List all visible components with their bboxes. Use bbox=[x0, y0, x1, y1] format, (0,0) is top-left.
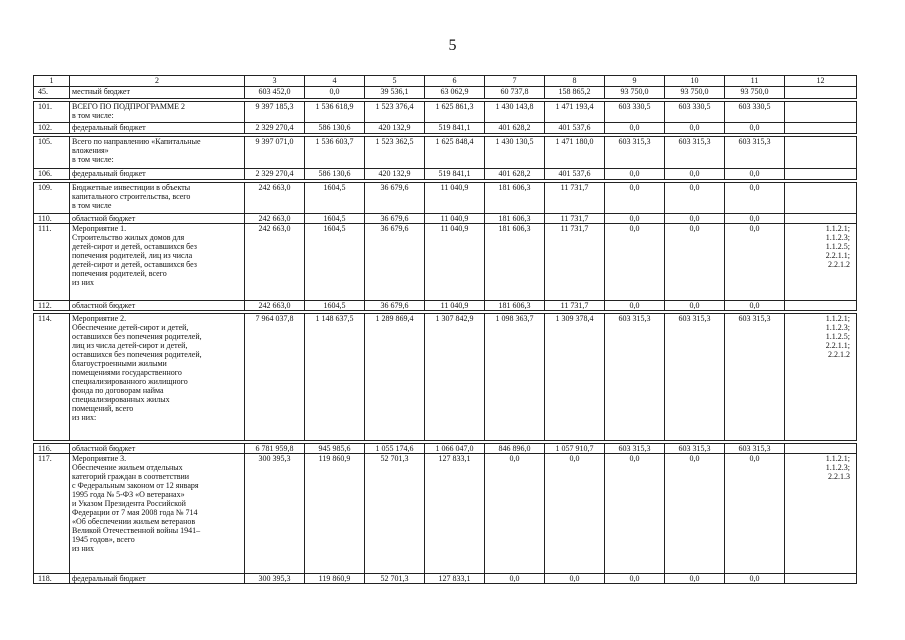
row-number: 117. bbox=[34, 454, 70, 574]
row-code: 1.1.2.1; 1.1.2.3; 1.1.2.5; 2.2.1.1; 2.2.1.2 bbox=[785, 224, 857, 301]
row-value: 1 536 603,7 bbox=[305, 137, 365, 169]
row-code bbox=[785, 87, 857, 99]
row-value: 603 315,3 bbox=[665, 314, 725, 441]
table-row bbox=[34, 123, 857, 134]
column-header: 8 bbox=[545, 76, 605, 87]
row-value: 1 055 174,6 bbox=[365, 444, 425, 454]
row-value: 1604,5 bbox=[305, 214, 365, 224]
row-value: 603 315,3 bbox=[725, 137, 785, 169]
row-name: федеральный бюджет bbox=[70, 123, 245, 134]
row-value: 603 315,3 bbox=[725, 444, 785, 454]
column-header: 11 bbox=[725, 76, 785, 87]
row-value: 401 628,2 bbox=[485, 123, 545, 134]
row-value: 11 040,9 bbox=[425, 224, 485, 301]
column-header: 1 bbox=[34, 76, 70, 87]
row-value: 0,0 bbox=[665, 454, 725, 574]
row-value: 0,0 bbox=[545, 454, 605, 574]
row-value: 0,0 bbox=[545, 574, 605, 584]
row-value: 0,0 bbox=[485, 454, 545, 574]
row-value: 0,0 bbox=[725, 574, 785, 584]
column-header: 6 bbox=[425, 76, 485, 87]
column-header: 2 bbox=[70, 76, 245, 87]
row-value: 401 537,6 bbox=[545, 169, 605, 180]
row-value: 242 663,0 bbox=[245, 214, 305, 224]
row-value: 586 130,6 bbox=[305, 169, 365, 180]
row-name: Мероприятие 1. Строительство жилых домов для детей-сирот и детей, оставшихся без попечения родителей, лиц из числа детей-сирот и детей, оставшихся без попечения родителей, всего из них bbox=[70, 224, 245, 301]
row-value: 603 330,5 bbox=[725, 102, 785, 123]
row-value: 0,0 bbox=[665, 123, 725, 134]
row-value: 0,0 bbox=[605, 183, 665, 214]
row-value: 603 315,3 bbox=[665, 137, 725, 169]
row-value: 1 309 378,4 bbox=[545, 314, 605, 441]
row-value: 242 663,0 bbox=[245, 301, 305, 311]
table-row bbox=[34, 87, 857, 99]
column-header: 4 bbox=[305, 76, 365, 87]
row-value: 0,0 bbox=[665, 224, 725, 301]
row-value: 36 679,6 bbox=[365, 301, 425, 311]
row-value: 0,0 bbox=[605, 224, 665, 301]
row-value: 158 865,2 bbox=[545, 87, 605, 99]
table-row bbox=[34, 301, 857, 311]
row-name: Бюджетные инвестиции в объекты капитального строительства, всего в том числе bbox=[70, 183, 245, 214]
row-value: 0,0 bbox=[725, 214, 785, 224]
row-value: 181 606,3 bbox=[485, 183, 545, 214]
row-code bbox=[785, 183, 857, 214]
row-value: 1604,5 bbox=[305, 183, 365, 214]
row-value: 603 452,0 bbox=[245, 87, 305, 99]
row-value: 181 606,3 bbox=[485, 301, 545, 311]
row-value: 603 315,3 bbox=[725, 314, 785, 441]
row-value: 36 679,6 bbox=[365, 224, 425, 301]
row-value: 11 731,7 bbox=[545, 224, 605, 301]
row-value: 0,0 bbox=[665, 169, 725, 180]
row-value: 1604,5 bbox=[305, 301, 365, 311]
row-value: 9 397 185,3 bbox=[245, 102, 305, 123]
row-number: 114. bbox=[34, 314, 70, 441]
row-name: Всего по направлению «Капитальные вложения» в том числе: bbox=[70, 137, 245, 169]
row-value: 2 329 270,4 bbox=[245, 169, 305, 180]
row-value: 1 625 861,3 bbox=[425, 102, 485, 123]
row-value: 945 985,6 bbox=[305, 444, 365, 454]
row-value: 93 750,0 bbox=[605, 87, 665, 99]
row-value: 181 606,3 bbox=[485, 214, 545, 224]
row-name: местный бюджет bbox=[70, 87, 245, 99]
row-number: 102. bbox=[34, 123, 70, 134]
row-value: 1 430 143,8 bbox=[485, 102, 545, 123]
row-value: 1 098 363,7 bbox=[485, 314, 545, 441]
row-value: 11 040,9 bbox=[425, 183, 485, 214]
table-row bbox=[34, 444, 857, 454]
row-value: 0,0 bbox=[665, 183, 725, 214]
row-value: 1 523 376,4 bbox=[365, 102, 425, 123]
row-name: ВСЕГО ПО ПОДПРОГРАММЕ 2 в том числе: bbox=[70, 102, 245, 123]
row-value: 519 841,1 bbox=[425, 123, 485, 134]
row-name: Мероприятие 3. Обеспечение жильем отдельных категорий граждан в соответствии с Федеральным законом от 12 января 1995 года № 5-ФЗ «О ветеранах» и Указом Президента Российской Федерации от 7 мая 2008 года № 714 «Об обеспечении жильем ветеранов Великой Отечественной войны 1941– 1945 годов», всего из них bbox=[70, 454, 245, 574]
table-row bbox=[34, 314, 857, 441]
row-value: 1 057 910,7 bbox=[545, 444, 605, 454]
row-value: 603 315,3 bbox=[605, 137, 665, 169]
row-value: 603 330,5 bbox=[665, 102, 725, 123]
table-row bbox=[34, 183, 857, 214]
row-value: 0,0 bbox=[665, 214, 725, 224]
row-value: 11 040,9 bbox=[425, 301, 485, 311]
row-value: 1604,5 bbox=[305, 224, 365, 301]
column-header: 9 bbox=[605, 76, 665, 87]
row-value: 603 330,5 bbox=[605, 102, 665, 123]
table-row bbox=[34, 169, 857, 180]
table-row bbox=[34, 137, 857, 169]
row-number: 106. bbox=[34, 169, 70, 180]
row-name: федеральный бюджет bbox=[70, 574, 245, 584]
row-value: 0,0 bbox=[605, 301, 665, 311]
row-value: 63 062,9 bbox=[425, 87, 485, 99]
row-value: 1 471 193,4 bbox=[545, 102, 605, 123]
row-value: 0,0 bbox=[605, 214, 665, 224]
row-number: 109. bbox=[34, 183, 70, 214]
row-value: 11 731,7 bbox=[545, 301, 605, 311]
row-name: областной бюджет bbox=[70, 214, 245, 224]
row-value: 1 536 618,9 bbox=[305, 102, 365, 123]
row-value: 0,0 bbox=[605, 574, 665, 584]
row-value: 0,0 bbox=[305, 87, 365, 99]
row-code bbox=[785, 102, 857, 123]
row-value: 1 148 637,5 bbox=[305, 314, 365, 441]
row-number: 101. bbox=[34, 102, 70, 123]
header-row bbox=[34, 76, 857, 87]
table-row bbox=[34, 102, 857, 123]
row-number: 118. bbox=[34, 574, 70, 584]
row-name: федеральный бюджет bbox=[70, 169, 245, 180]
table-row bbox=[34, 224, 857, 301]
row-value: 11 731,7 bbox=[545, 183, 605, 214]
row-value: 603 315,3 bbox=[605, 444, 665, 454]
table-row bbox=[34, 214, 857, 224]
row-value: 1 307 842,9 bbox=[425, 314, 485, 441]
row-value: 0,0 bbox=[725, 224, 785, 301]
row-value: 6 781 959,8 bbox=[245, 444, 305, 454]
row-value: 0,0 bbox=[665, 574, 725, 584]
row-value: 242 663,0 bbox=[245, 183, 305, 214]
row-value: 0,0 bbox=[725, 183, 785, 214]
row-value: 0,0 bbox=[725, 454, 785, 574]
row-value: 36 679,6 bbox=[365, 214, 425, 224]
row-value: 7 964 037,8 bbox=[245, 314, 305, 441]
row-value: 11 040,9 bbox=[425, 214, 485, 224]
row-value: 0,0 bbox=[485, 574, 545, 584]
row-value: 300 395,3 bbox=[245, 574, 305, 584]
row-value: 300 395,3 bbox=[245, 454, 305, 574]
row-value: 1 523 362,5 bbox=[365, 137, 425, 169]
row-number: 110. bbox=[34, 214, 70, 224]
row-code bbox=[785, 123, 857, 134]
row-value: 0,0 bbox=[665, 301, 725, 311]
row-value: 119 860,9 bbox=[305, 574, 365, 584]
row-value: 1 625 848,4 bbox=[425, 137, 485, 169]
row-value: 2 329 270,4 bbox=[245, 123, 305, 134]
row-value: 1 430 130,5 bbox=[485, 137, 545, 169]
row-value: 0,0 bbox=[725, 301, 785, 311]
row-value: 1 289 869,4 bbox=[365, 314, 425, 441]
row-value: 0,0 bbox=[605, 454, 665, 574]
row-code bbox=[785, 574, 857, 584]
row-value: 127 833,1 bbox=[425, 574, 485, 584]
row-number: 111. bbox=[34, 224, 70, 301]
row-code bbox=[785, 137, 857, 169]
row-name: областной бюджет bbox=[70, 444, 245, 454]
row-value: 586 130,6 bbox=[305, 123, 365, 134]
row-number: 116. bbox=[34, 444, 70, 454]
row-value: 0,0 bbox=[725, 169, 785, 180]
row-value: 9 397 071,0 bbox=[245, 137, 305, 169]
row-code bbox=[785, 214, 857, 224]
row-value: 420 132,9 bbox=[365, 169, 425, 180]
row-value: 0,0 bbox=[605, 123, 665, 134]
row-name: областной бюджет bbox=[70, 301, 245, 311]
row-value: 93 750,0 bbox=[725, 87, 785, 99]
row-code bbox=[785, 301, 857, 311]
row-value: 401 628,2 bbox=[485, 169, 545, 180]
column-header: 10 bbox=[665, 76, 725, 87]
row-number: 112. bbox=[34, 301, 70, 311]
row-code bbox=[785, 444, 857, 454]
row-value: 420 132,9 bbox=[365, 123, 425, 134]
row-value: 242 663,0 bbox=[245, 224, 305, 301]
row-value: 127 833,1 bbox=[425, 454, 485, 574]
row-value: 846 896,0 bbox=[485, 444, 545, 454]
row-value: 39 536,1 bbox=[365, 87, 425, 99]
row-value: 52 701,3 bbox=[365, 454, 425, 574]
row-value: 52 701,3 bbox=[365, 574, 425, 584]
row-value: 0,0 bbox=[725, 123, 785, 134]
row-code: 1.1.2.1; 1.1.2.3; 2.2.1.3 bbox=[785, 454, 857, 574]
row-number: 45. bbox=[34, 87, 70, 99]
row-value: 401 537,6 bbox=[545, 123, 605, 134]
row-name: Мероприятие 2. Обеспечение детей-сирот и детей, оставшихся без попечения родителей, лиц из числа детей-сирот и детей, оставшихся без попечения родителей, благоустроенными жилыми помещениями государственного специализированного жилищного фонда по договорам найма специализированных жилых помещений, всего из них: bbox=[70, 314, 245, 441]
column-header: 12 bbox=[785, 76, 857, 87]
row-value: 1 471 180,0 bbox=[545, 137, 605, 169]
page-number: 5 bbox=[448, 37, 457, 54]
row-value: 119 860,9 bbox=[305, 454, 365, 574]
table-row bbox=[34, 454, 857, 574]
column-header: 3 bbox=[245, 76, 305, 87]
row-value: 603 315,3 bbox=[605, 314, 665, 441]
row-value: 603 315,3 bbox=[665, 444, 725, 454]
column-header: 7 bbox=[485, 76, 545, 87]
row-value: 519 841,1 bbox=[425, 169, 485, 180]
row-value: 181 606,3 bbox=[485, 224, 545, 301]
row-value: 36 679,6 bbox=[365, 183, 425, 214]
row-value: 1 066 047,0 bbox=[425, 444, 485, 454]
row-value: 0,0 bbox=[605, 169, 665, 180]
row-code: 1.1.2.1; 1.1.2.3; 1.1.2.5; 2.2.1.1; 2.2.1.2 bbox=[785, 314, 857, 441]
column-header: 5 bbox=[365, 76, 425, 87]
row-value: 60 737,8 bbox=[485, 87, 545, 99]
budget-table bbox=[33, 75, 857, 584]
row-value: 11 731,7 bbox=[545, 214, 605, 224]
row-code bbox=[785, 169, 857, 180]
table-row bbox=[34, 574, 857, 584]
row-number: 105. bbox=[34, 137, 70, 169]
row-value: 93 750,0 bbox=[665, 87, 725, 99]
